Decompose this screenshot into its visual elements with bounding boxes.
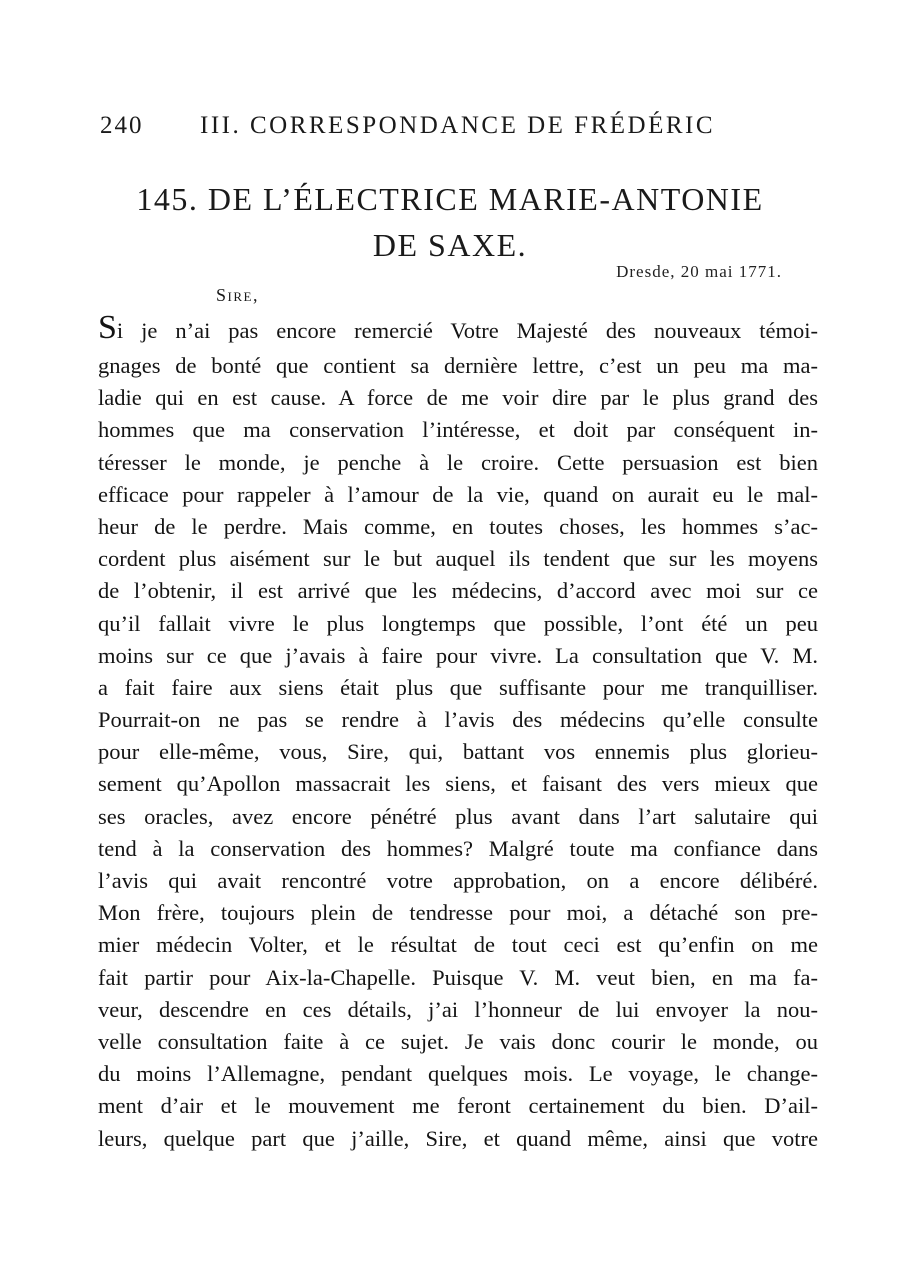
drop-cap: S	[98, 309, 117, 346]
body-line: efficace pour rappeler à l’amour de la vie, quand on aurait eu le mal-	[98, 481, 818, 507]
body-line: velle consultation faite à ce sujet. Je vais donc courir le monde, ou	[98, 1028, 818, 1054]
body-line: pour elle-même, vous, Sire, qui, battant vos ennemis plus glorieu-	[98, 739, 818, 765]
body-line	[98, 309, 818, 350]
body-line: tend à la conservation des hommes? Malgré toute ma confiance dans	[98, 835, 818, 861]
body-line: sement qu’Apollon massacrait les siens, et faisant des vers mieux que	[98, 771, 818, 797]
letter-body	[98, 309, 818, 1155]
body-line: moins sur ce que j’avais à faire pour vivre. La consultation que V. M.	[98, 642, 818, 668]
body-line: heur de le perdre. Mais comme, en toutes choses, les hommes s’ac-	[98, 513, 818, 539]
body-line: ment d’air et le mouvement me feront certainement du bien. D’ail-	[98, 1093, 818, 1119]
running-title: III. CORRESPONDANCE DE FRÉDÉRIC	[200, 112, 716, 139]
body-line: téresser le monde, je penche à le croire. Cette persuasion est bien	[98, 449, 818, 475]
body-line: fait partir pour Aix-la-Chapelle. Puisque V. M. veut bien, en ma fa-	[98, 964, 818, 990]
body-line: cordent plus aisément sur le but auquel ils tendent que sur les moyens	[98, 546, 818, 572]
body-line: gnages de bonté que contient sa dernière lettre, c’est un peu ma ma-	[98, 353, 818, 378]
body-line: qu’il fallait vivre le plus longtemps que possible, l’ont été un peu	[98, 610, 818, 636]
page-number: 240	[100, 112, 144, 139]
first-line-text: i je n’ai pas encore remercié Votre Majesté des nouveaux témoi-	[116, 318, 818, 343]
body-line: veur, descendre en ces détails, j’ai l’honneur de lui envoyer la nou-	[98, 996, 818, 1022]
body-line: hommes que ma conservation l’intéresse, et doit par conséquent in-	[98, 417, 818, 443]
body-line: a fait faire aux siens était plus que suffisante pour me tranquilliser.	[98, 674, 818, 700]
letter-title-line-1: 145. DE L’ÉLECTRICE MARIE-ANTONIE	[136, 181, 764, 217]
body-line: ses oracles, avez encore pénétré plus avant dans l’art salutaire qui	[98, 803, 818, 829]
running-header	[100, 112, 740, 146]
letter-dateline: Dresde, 20 mai 1771.	[616, 262, 782, 281]
body-line: Mon frère, toujours plein de tendresse pour moi, a détaché son pre-	[98, 900, 818, 926]
letter-title	[0, 176, 900, 268]
letter-salutation: Sire,	[216, 285, 259, 305]
body-line: du moins l’Allemagne, pendant quelques mois. Le voyage, le change-	[98, 1061, 818, 1087]
body-line: Pourrait-on ne pas se rendre à l’avis des médecins qu’elle consulte	[98, 707, 818, 733]
body-line: leurs, quelque part que j’aille, Sire, et quand même, ainsi que votre	[98, 1125, 818, 1151]
letter-title-line-2: DE SAXE.	[372, 227, 528, 263]
body-line: ladie qui en est cause. A force de me voir dire par le plus grand des	[98, 385, 818, 411]
body-line: de l’obtenir, il est arrivé que les médecins, d’accord avec moi sur ce	[98, 578, 818, 604]
body-line: mier médecin Volter, et le résultat de tout ceci est qu’enfin on me	[98, 932, 818, 958]
body-line: l’avis qui avait rencontré votre approbation, on a encore délibéré.	[98, 868, 818, 893]
